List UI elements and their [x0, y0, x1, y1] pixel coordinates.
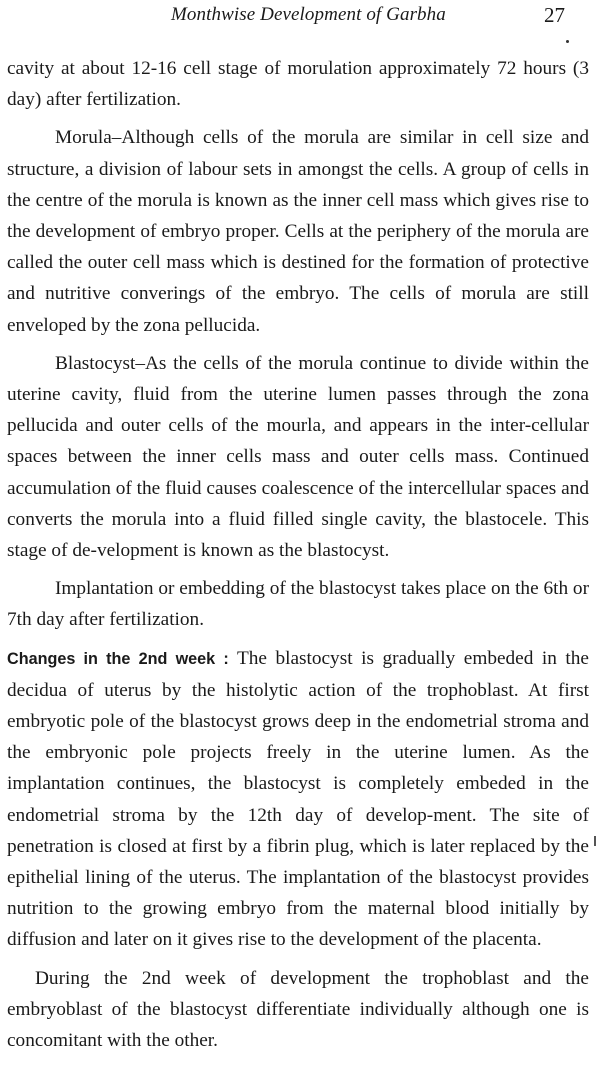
- paragraph-blastocyst: Blastocyst–As the cells of the morula continue to divide within the uterine cavity, fluid from the uterine lumen passes through the zona pellucida and outer cells of the mourla, and appears in the inter-cellular spaces between the inner cells mass and outer cells mass. Continued accumulation of the fluid causes coalescence of the intercellular spaces and converts the morula into a fluid filled single cavity, the blastocele. This stage of de-velopment is known as the blastocyst.: [7, 352, 589, 562]
- paragraph-continuation: cavity at about 12-16 cell stage of morulation approximately 72 hours (3 day) after fertilization.: [7, 58, 589, 111]
- print-speck: [566, 40, 569, 43]
- page-header: [0, 4, 600, 30]
- paragraph-implantation: Implantation or embedding of the blastocyst takes place on the 6th or 7th day after fertilization.: [7, 578, 589, 631]
- section-body: The blastocyst is gradually embeded in the decidua of uterus by the histolytic action of the trophoblast. At first embryotic pole of the blastocyst grows deep in the endometrial stroma and the embryonic pole projects freely in the uterine lumen. As the implantation continues, the blastocyst is completely embeded in the endometrial stroma by the 12th day of develop-ment. The site of penetration is closed at first by a fibrin plug, which is later replaced by the epithelial lining of the uterus. The implantation of the blastocyst provides nutrition to the growing embryo from the maternal blood initially by diffusion and later on it gives rise to the development of the placenta.: [7, 647, 589, 951]
- margin-mark: [594, 836, 596, 846]
- paragraph-morula: Morula–Although cells of the morula are similar in cell size and structure, a division of labour sets in amongst the cells. A group of cells in the centre of the morula is known as the inner cell mass which gives rise to the development of embryo proper. Cells at the periphery of the morula are called the outer cell mass which is destined for the formation of protective and nutritive converings of the embryo. The cells of morula are still enveloped by the zona pellucida.: [7, 127, 589, 336]
- paragraph-differentiation: During the 2nd week of development the trophoblast and the embryoblast of the blastocyst differentiate individually although one is concomitant with the other.: [7, 967, 589, 1052]
- body-text: [7, 53, 589, 1056]
- running-title: Monthwise Development of Garbha: [171, 4, 446, 25]
- paragraph-second-week: [7, 643, 589, 956]
- page-number: 27: [544, 3, 565, 27]
- section-heading: Changes in the 2nd week :: [7, 649, 229, 668]
